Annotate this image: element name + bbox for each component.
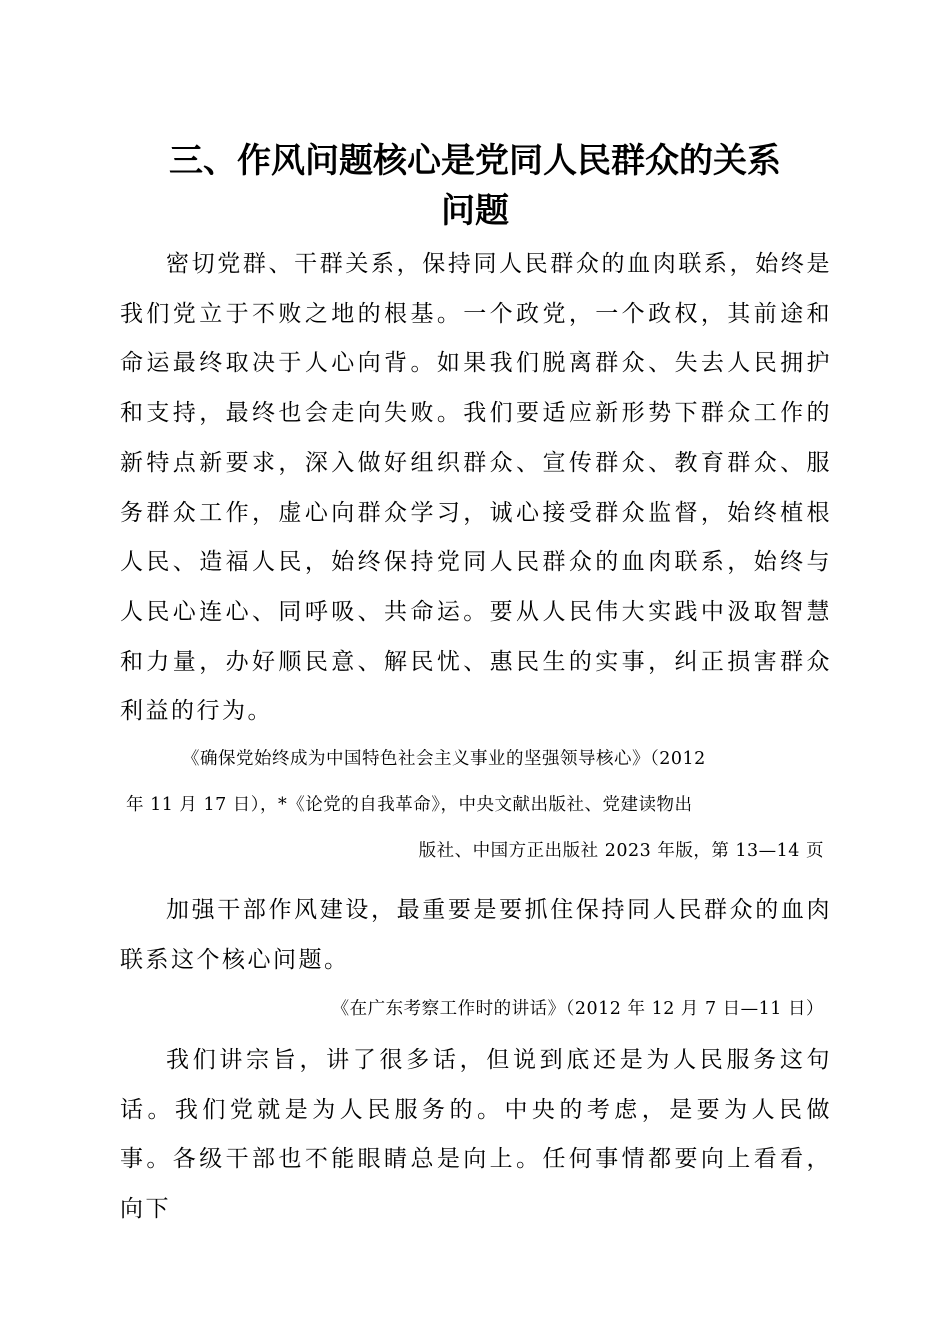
citation-2-line: 《在广东考察工作时的讲话》（2012 年 12 月 7 日—11 日） [331, 999, 824, 1019]
citation-1-line-1: 《确保党始终成为中国特色社会主义事业的坚强领导核心》（2012 [182, 749, 706, 769]
citation-1-line-3: 版社、中国方正出版社 2023 年版，第 13—14 页 [418, 841, 824, 861]
body-paragraph-2: 加强干部作风建设，最重要是要抓住保持同人民群众的血肉联系这个核心问题。 [120, 897, 832, 973]
title-line-2: 问题 [441, 191, 509, 231]
citation-1 [120, 736, 824, 874]
section-title [120, 136, 830, 236]
body-paragraph-1: 密切党群、干群关系，保持同人民群众的血肉联系，始终是我们党立于不败之地的根基。一个政党，一个政权，其前途和命运最终取决于人心向背。如果我们脱离群众、失去人民拥护和支持，最终也会走向失败。我们要适应新形势下群众工作的新特点新要求，深入做好组织群众、宣传群众、教育群众、服务群众工作，虚心向群众学习，诚心接受群众监督，始终植根人民、造福人民，始终保持党同人民群众的血肉联系，始终与人民心连心、同呼吸、共命运。要从人民伟大实践中汲取智慧和力量，办好顺民意、解民忧、惠民生的实事，纠正损害群众利益的行为。 [120, 251, 832, 725]
body-paragraph-3: 我们讲宗旨，讲了很多话，但说到底还是为人民服务这句话。我们党就是为人民服务的。中央的考虑，是要为人民做事。各级干部也不能眼睛总是向上。任何事情都要向上看看，向下 [120, 1047, 832, 1223]
citation-1-line-2: 年 11 月 17 日），*《论党的自我革命》，中央文献出版社、党建读物出 [126, 795, 693, 815]
title-line-1: 三、作风问题核心是党同人民群众的关系 [169, 141, 781, 181]
citation-2 [120, 986, 824, 1032]
